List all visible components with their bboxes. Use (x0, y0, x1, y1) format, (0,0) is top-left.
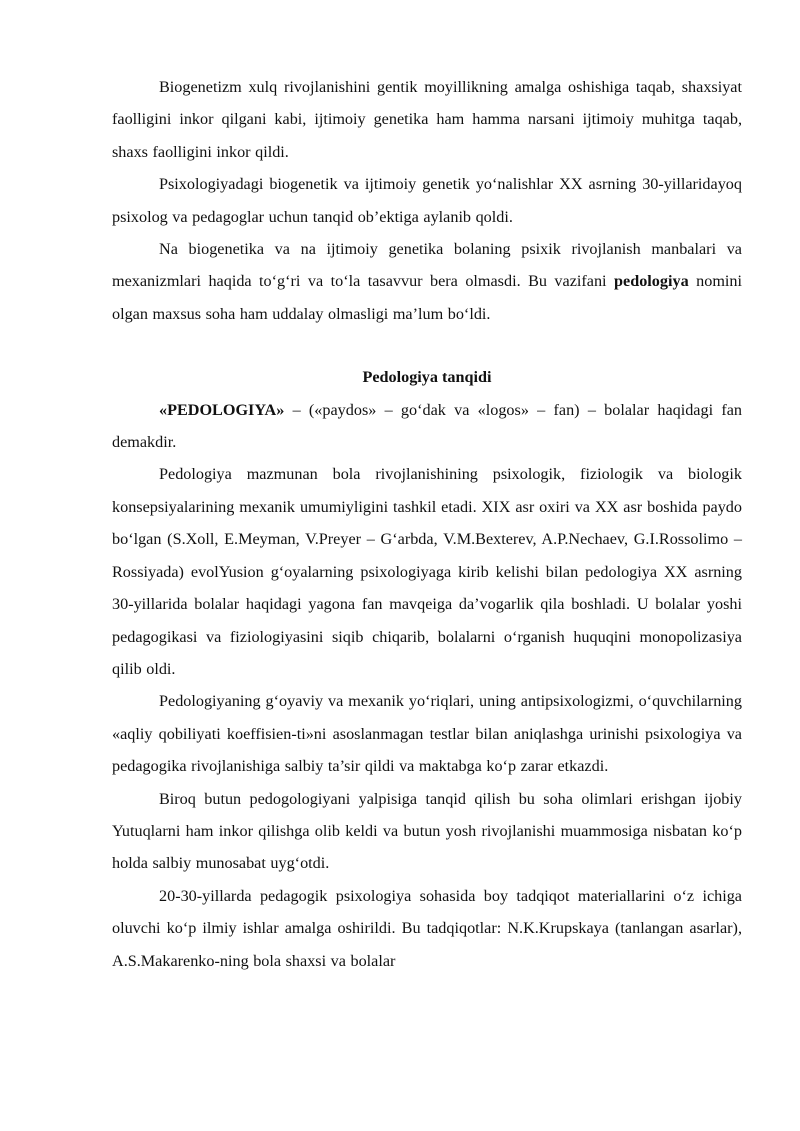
paragraph-20-30-yillarda: 20-30-yillarda pedagogik psixologiya sohasida boy tadqiqot materiallarini o‘z ichiga oluvchi ko‘p ilmiy ishlar amalga oshirildi. Bu tadqiqotlar: N.K.Krupskaya (tanlangan asarlar), A.S.Makarenko-ning bola shaxsi va bolalar (112, 886, 742, 970)
paragraph-biogenetizm: Biogenetizm xulq rivojlanishini gentik moyillikning amalga oshishiga taqab, shaxsiyat faolligini inkor qilgani kabi, ijtimoiy genetika ham hamma narsani ijtimoiy muhitga taqab, shaxs faolligini inkor qildi. (112, 78, 742, 161)
paragraph-psixologiyadagi: Psixologiyadagi biogenetik va ijtimoiy genetik yo‘nalishlar XX asrning 30-yillaridayoq psixolog va pedagoglar uchun tanqid ob’ektiga aylanib qoldi. (112, 175, 742, 226)
bold-term-pedologiya-title: «PEDOLOGIYA» (159, 400, 285, 419)
paragraph-na-biogenetika (112, 233, 742, 330)
bold-term-pedologiya: pedologiya (614, 272, 689, 291)
paragraph-pedologiya-mazmunan: Pedologiya mazmunan bola rivojlanishining psixologik, fiziologik va biologik konsepsiyalarining mexanik umumiyligini tashkil etadi. XIX asr oxiri va XX asr boshida paydo bo‘lgan (S.Xoll, E.Meyman, V.Preyer – G‘arbda, V.M.Bexterev, A.P.Nechaev, G.I.Rossolimo – Rossiyada) evolYusion g‘oyalarning psixologiyaga kirib kelishi bilan pedologiya XX asrning 30-yillarida bolalar haqidagi yagona fan mavqeiga da’vogarlik qila boshladi. U bolalar yoshi pedagogikasi va fiziologiyasini siqib chiqarib, bolalarni o‘rganish huquqini monopolizasiya qilib oldi. (112, 465, 742, 678)
paragraph-pedologiyaning: Pedologiyaning g‘oyaviy va mexanik yo‘riqlari, uning antipsixologizmi, o‘quvchilarning «aqliy qobiliyati koeffisien-ti»ni asoslanmagan testlar bilan aniqlashga urinishi psixologiya va pedagogika rivojlanishiga salbiy ta’sir qildi va maktabga ko‘p zarar etkazdi. (112, 692, 742, 776)
paragraph-text: Na biogenetika va na ijtimoiy genetika bolaning psixik rivojlanish manbalari va mexanizmlari haqida to‘g‘ri va to‘la tasavvur bera olmasdi. Bu vazifani (112, 240, 742, 291)
section-heading: Pedologiya tanqidi (362, 368, 492, 387)
paragraph-text: nomini olgan maxsus soha ham uddalay olmasligi ma’lum bo‘ldi. (112, 272, 742, 323)
paragraph-pedologiya-definition (112, 394, 742, 459)
paragraph-biroq: Biroq butun pedogologiyani yalpisiga tanqid qilish bu soha olimlari erishgan ijobiy Yutuqlarni ham inkor qilishga olib keldi va butun yosh rivojlanishi muammosiga nisbatan ko‘p holda salbiy munosabat uyg‘otdi. (112, 789, 742, 873)
paragraph-text: – («paydos» – go‘dak va «logos» – fan) – bolalar haqidagi fan demakdir. (112, 400, 742, 452)
